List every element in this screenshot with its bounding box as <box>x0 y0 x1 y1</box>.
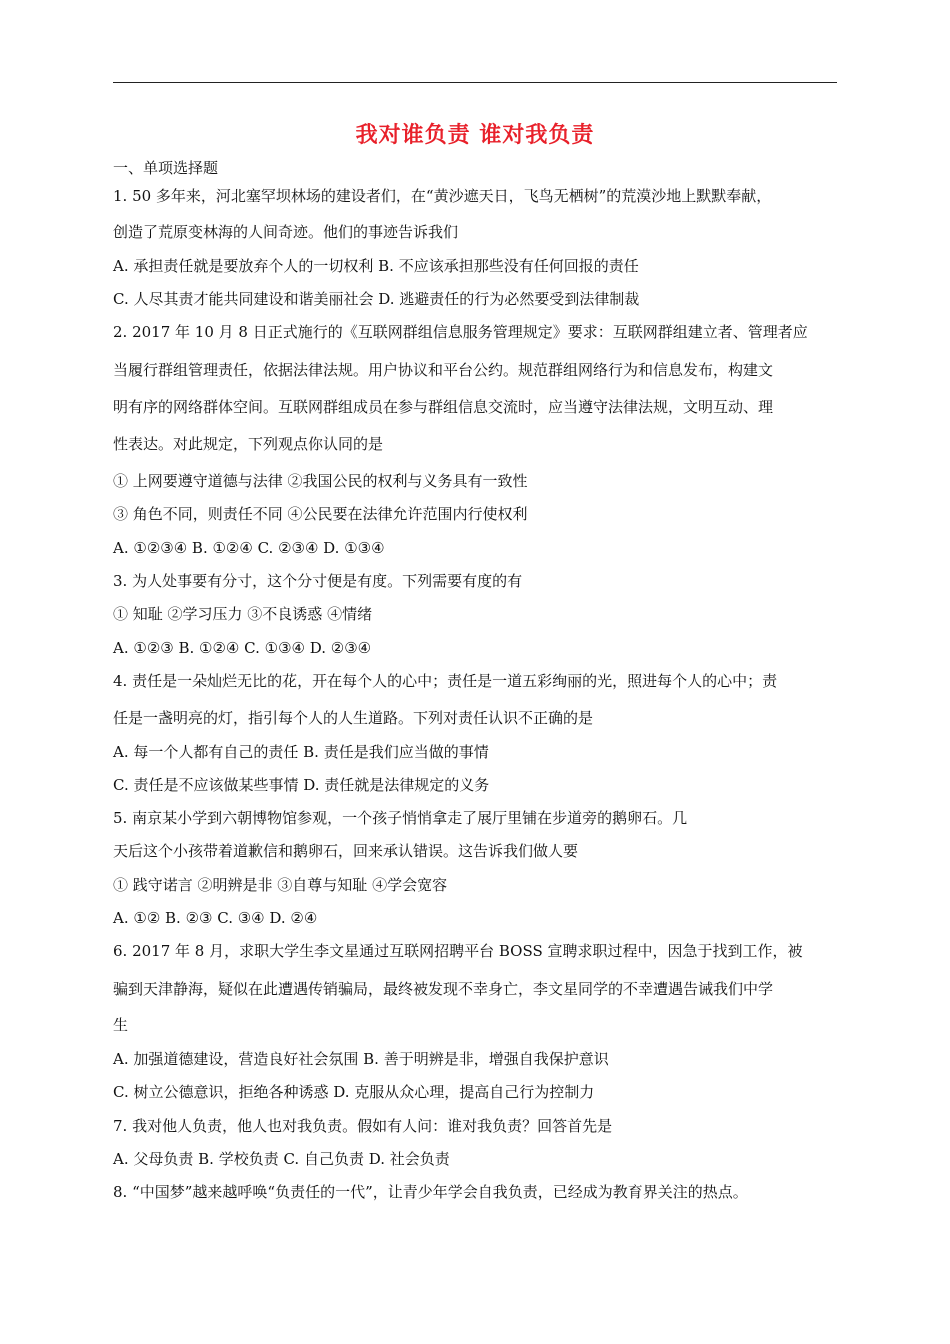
question-2-options: A. ①②③④ B. ①②④ C. ②③④ D. ①③④ <box>113 539 385 557</box>
question-3-statements: ① 知耻 ②学习压力 ③不良诱惑 ④情绪 <box>113 605 373 623</box>
question-4-options-ab: A. 每一个人都有自己的责任 B. 责任是我们应当做的事情 <box>113 743 489 761</box>
question-2-statements: ③ 角色不同，则责任不同 ④公民要在法律允许范围内行使权利 <box>113 505 528 523</box>
page-title: 我对谁负责 谁对我负责 <box>355 123 595 148</box>
question-1-options-cd: C. 人尽其责才能共同建设和谐美丽社会 D. 逃避责任的行为必然要受到法律制裁 <box>113 290 640 308</box>
header-rule <box>113 82 837 83</box>
question-7-stem: 7. 我对他人负责，他人也对我负责。假如有人问：谁对我负责？回答首先是 <box>113 1117 613 1135</box>
question-6-options-ab: A. 加强道德建设，营造良好社会氛围 B. 善于明辨是非，增强自我保护意识 <box>113 1050 609 1068</box>
question-3-stem: 3. 为人处事要有分寸，这个分寸便是有度。下列需要有度的有 <box>113 572 523 590</box>
question-1-stem: 1. 50 多年来，河北塞罕坝林场的建设者们，在“黄沙遮天日，飞鸟无栖树”的荒漠沙地上默默奉献， <box>113 187 772 205</box>
question-7-options: A. 父母负责 B. 学校负责 C. 自己负责 D. 社会负责 <box>113 1150 450 1168</box>
question-1-options-ab: A. 承担责任就是要放弃个人的一切权利 B. 不应该承担那些没有任何回报的责任 <box>113 257 639 275</box>
question-2-stem-cont: 当履行群组管理责任，依据法律法规。用户协议和平台公约。规范群组网络行为和信息发布，构建文 <box>113 361 774 379</box>
question-6-stem-cont: 生 <box>113 1016 129 1034</box>
question-3-options: A. ①②③ B. ①②④ C. ①③④ D. ②③④ <box>113 639 372 657</box>
question-6-stem-cont: 骗到天津静海，疑似在此遭遇传销骗局，最终被发现不幸身亡，李文星同学的不幸遭遇告诫我们中学 <box>113 980 774 998</box>
question-8-stem: 8. “中国梦”越来越呼唤“负责任的一代”，让青少年学会自我负责，已经成为教育界关注的热点。 <box>113 1183 748 1201</box>
question-6-options-cd: C. 树立公德意识，拒绝各种诱惑 D. 克服从众心理，提高自己行为控制力 <box>113 1083 595 1101</box>
section-heading: 一、单项选择题 <box>113 159 219 177</box>
question-5-stem: 5. 南京某小学到六朝博物馆参观，一个孩子悄悄拿走了展厅里铺在步道旁的鹅卵石。几 <box>113 809 688 827</box>
question-1-stem-cont: 创造了荒原变林海的人间奇迹。他们的事迹告诉我们 <box>113 223 459 241</box>
question-4-stem-cont: 任是一盏明亮的灯，指引每个人的人生道路。下列对责任认识不正确的是 <box>113 709 594 727</box>
question-6-stem: 6. 2017 年 8 月，求职大学生李文星通过互联网招聘平台 BOSS 宣聘求职过程中，因急于找到工作，被 <box>113 942 803 960</box>
question-2-stem-cont: 性表达。对此规定，下列观点你认同的是 <box>113 435 384 453</box>
question-5-options: A. ①② B. ②③ C. ③④ D. ②④ <box>113 909 318 927</box>
question-5-stem-cont: 天后这个小孩带着道歉信和鹅卵石，回来承认错误。这告诉我们做人要 <box>113 842 579 860</box>
question-5-statements: ① 践守诺言 ②明辨是非 ③自尊与知耻 ④学会宽容 <box>113 876 448 894</box>
question-4-stem: 4. 责任是一朵灿烂无比的花，开在每个人的心中；责任是一道五彩绚丽的光，照进每个人的心中；责 <box>113 672 778 690</box>
question-2-stem-cont: 明有序的网络群体空间。互联网群组成员在参与群组信息交流时，应当遵守法律法规，文明互动、理 <box>113 398 774 416</box>
question-4-options-cd: C. 责任是不应该做某些事情 D. 责任就是法律规定的义务 <box>113 776 490 794</box>
question-2-statements: ① 上网要遵守道德与法律 ②我国公民的权利与义务具有一致性 <box>113 472 528 490</box>
question-2-stem: 2. 2017 年 10 月 8 日正式施行的《互联网群组信息服务管理规定》要求：互联网群组建立者、管理者应 <box>113 323 808 341</box>
